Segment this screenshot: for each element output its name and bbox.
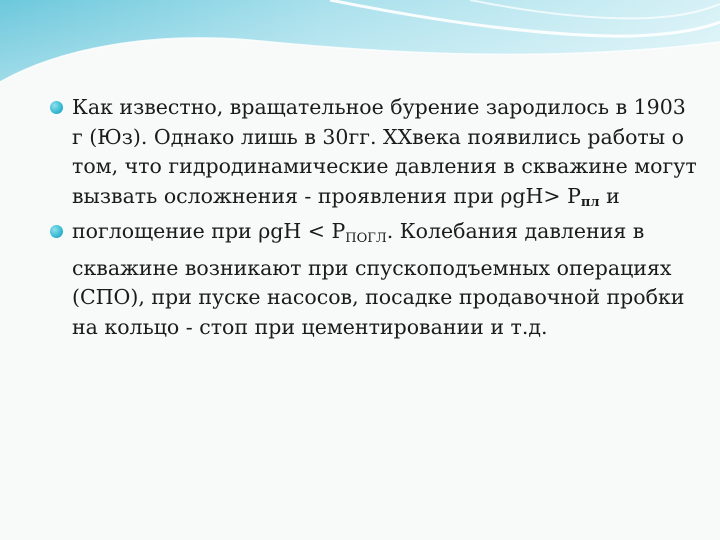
bullet-text: Как известно, вращательное бурение зародилось в 1903 г (Юз). Однако лишь в 30гг. XXвека появились работы о том, что гидродинамические давления в скважине могут вызвать осложнения - проявления при ρgH> P (72, 95, 697, 208)
bullet-text: поглощение при ρgH < P (72, 219, 346, 243)
subscript-pl: пл (580, 194, 600, 210)
bullet-icon (50, 101, 63, 114)
bullet-text-tail: . Колебания давления в скважине возникают при спускоподъемных операциях (СПО), при пуске насосов, посадке продавочной пробки на кольцо - стоп при цементировании и т.д. (72, 219, 685, 339)
bullet-icon (50, 225, 63, 238)
slide-body (50, 93, 700, 342)
bullet-text-tail: и (599, 183, 620, 208)
bullet-item-1 (50, 93, 700, 217)
bullet-item-2 (50, 217, 700, 342)
subscript-pogl: ПОГЛ (345, 231, 387, 246)
header-decoration (0, 0, 720, 90)
